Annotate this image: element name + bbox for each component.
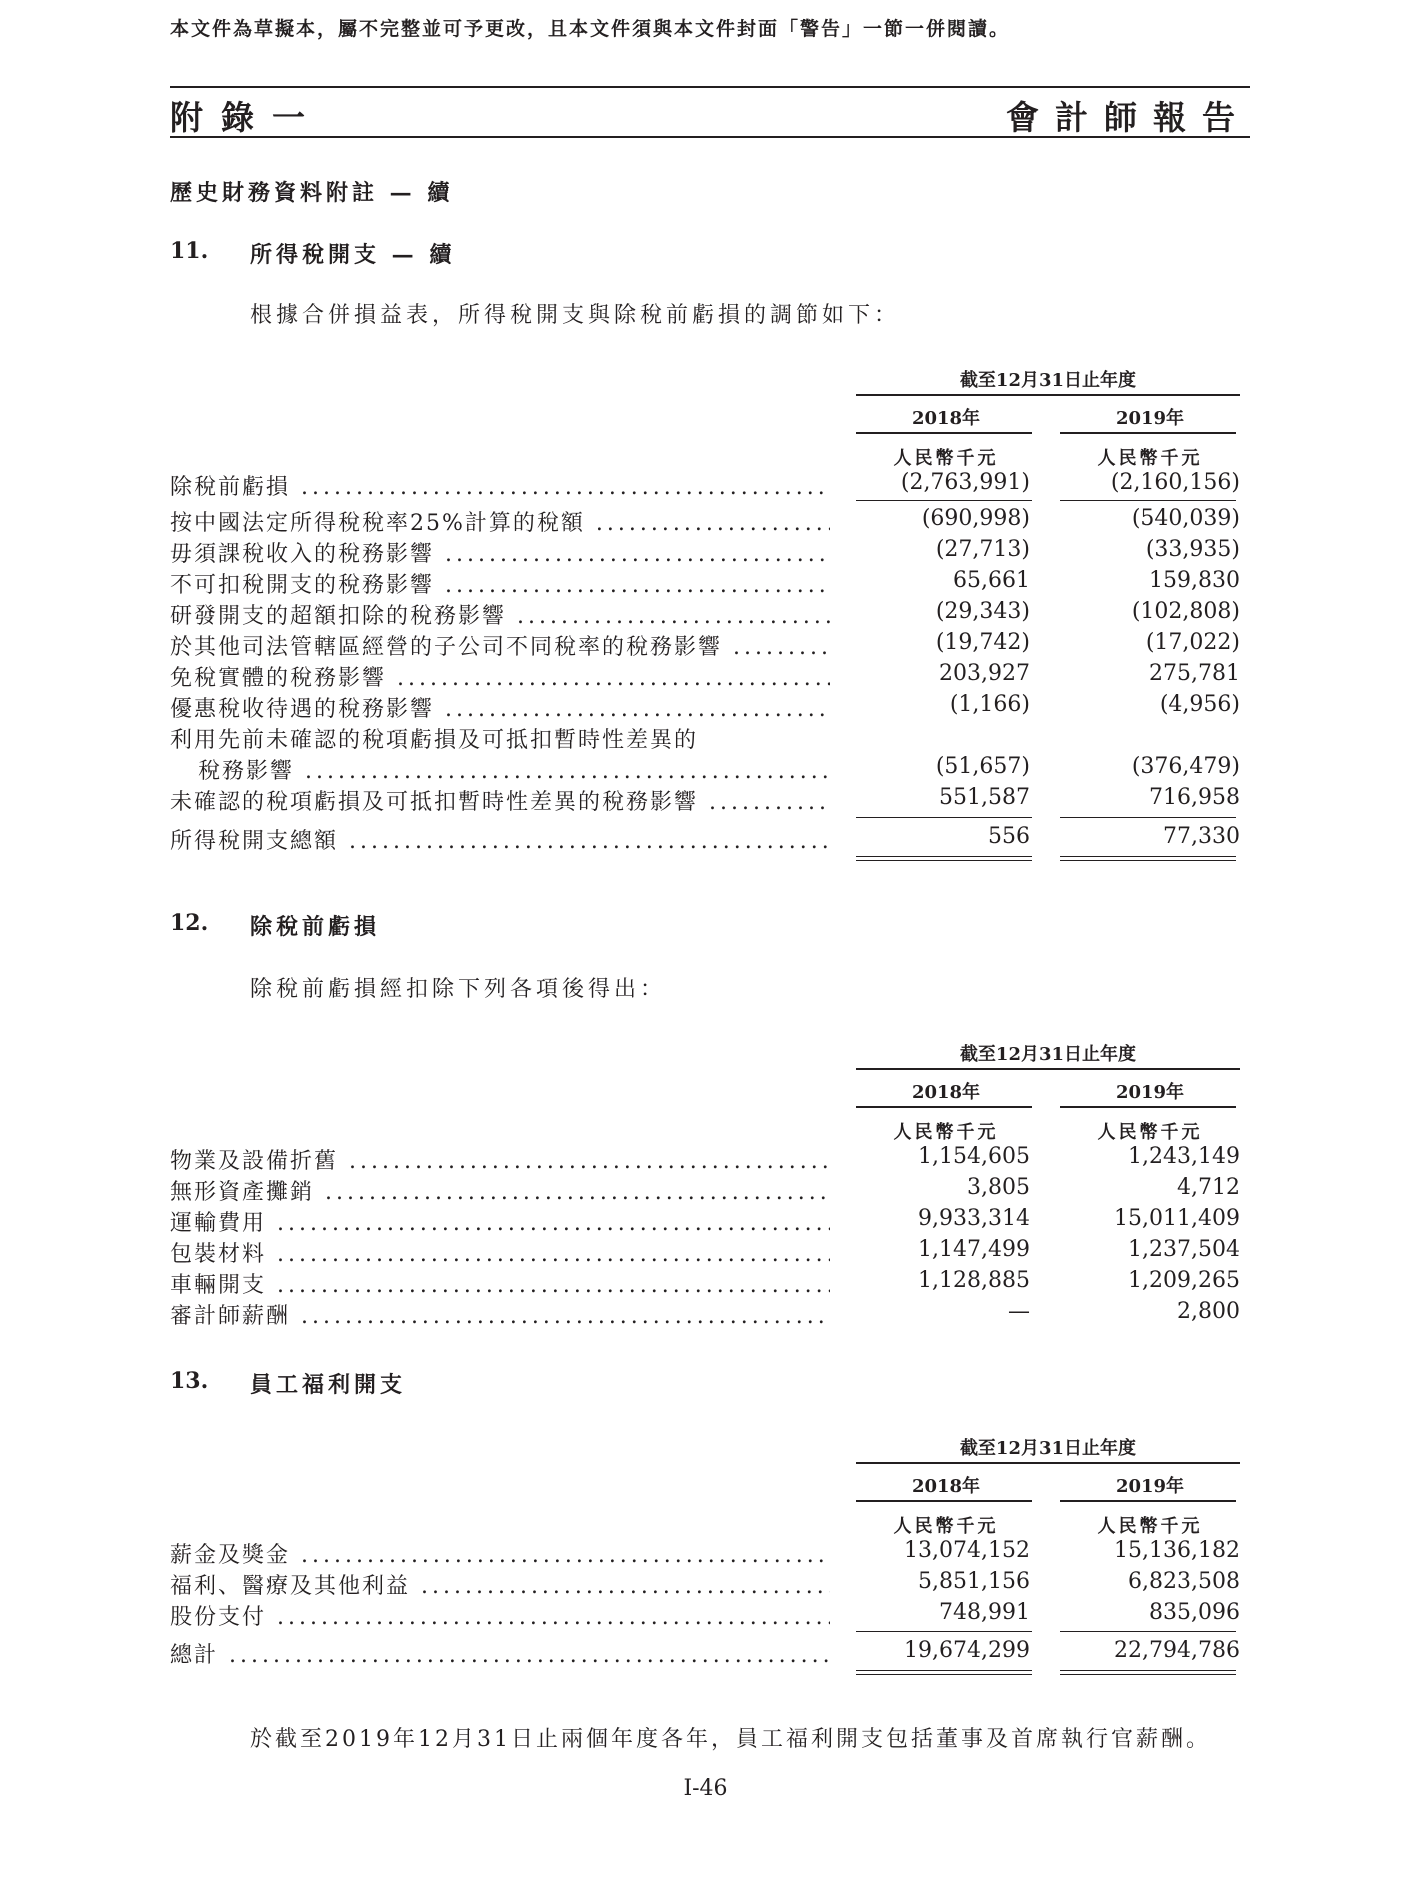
year-2019-header: 2019年 (1115, 1082, 1185, 1103)
value-2019: (2,160,156) (1110, 470, 1240, 495)
table-row (170, 661, 1250, 691)
unit-label: 人民幣千元 (1097, 1516, 1203, 1537)
total-2019: 77,330 (1163, 824, 1240, 849)
row-label: 優惠稅收待遇的稅務影響 ..... (170, 692, 830, 723)
total-2018: 19,674,299 (904, 1638, 1030, 1663)
total-rule (1060, 817, 1236, 818)
value-2019: 4,712 (1177, 1175, 1240, 1200)
table-row (170, 1268, 1250, 1298)
row-label: 除稅前虧損 ..... (170, 470, 830, 501)
unit-label: 人民幣千元 (893, 1516, 999, 1537)
note11-intro: 根據合併損益表，所得稅開支與除稅前虧損的調節如下： (250, 303, 901, 328)
total-label: 總計 ..... (170, 1638, 830, 1669)
table-row (170, 1144, 1250, 1174)
value-2018: 551,587 (939, 785, 1030, 810)
note13-title: 員工福利開支 (250, 1372, 407, 1398)
table-row (170, 1600, 1250, 1630)
appendix-title: 附錄一 (170, 98, 323, 137)
year-rule (1060, 1500, 1236, 1502)
row-label: 未確認的稅項虧損及可抵扣暫時性差異的稅務影響 ..... (170, 785, 830, 816)
double-rule (856, 856, 1032, 861)
value-2018: (1,166) (949, 692, 1030, 717)
report-title: 會計師報告 (1006, 98, 1251, 137)
value-2018: (2,763,991) (900, 470, 1030, 495)
value-2018: (51,657) (935, 754, 1030, 779)
double-rule (1060, 856, 1236, 861)
unit-label: 人民幣千元 (1097, 1122, 1203, 1143)
unit-label: 人民幣千元 (1097, 448, 1203, 469)
total-row (170, 1638, 1250, 1668)
table-row (170, 1299, 1250, 1329)
value-2019: (540,039) (1131, 506, 1240, 531)
year-2018-header: 2018年 (911, 1476, 981, 1497)
total-label: 所得稅開支總額 ..... (170, 824, 830, 855)
page-number: I-46 (683, 1776, 728, 1801)
table-row (170, 506, 1250, 536)
value-2019: (17,022) (1145, 630, 1240, 655)
value-2018: 1,147,499 (918, 1237, 1030, 1262)
row-label: 毋須課稅收入的稅務影響 ..... (170, 537, 830, 568)
period-header: 截至12月31日止年度 (959, 1438, 1137, 1459)
value-2019: 835,096 (1149, 1600, 1240, 1625)
year-2019-header: 2019年 (1115, 1476, 1185, 1497)
double-rule (856, 1670, 1032, 1675)
period-rule (856, 1068, 1240, 1070)
value-2019: 159,830 (1149, 568, 1240, 593)
value-2019: 6,823,508 (1128, 1569, 1240, 1594)
value-2018: (690,998) (921, 506, 1030, 531)
year-rule (856, 1106, 1032, 1108)
total-rule (856, 1631, 1032, 1632)
subtotal-rule (1060, 500, 1236, 501)
draft-warning: 本文件為草擬本，屬不完整並可予更改，且本文件須與本文件封面「警告」一節一併閱讀。 (170, 18, 1011, 40)
table-row (170, 1569, 1250, 1599)
unit-label: 人民幣千元 (893, 1122, 999, 1143)
value-2019: 1,209,265 (1128, 1268, 1240, 1293)
table-row (170, 537, 1250, 567)
table-row (170, 1175, 1250, 1205)
value-2019: 1,237,504 (1128, 1237, 1240, 1262)
table-row (170, 599, 1250, 629)
total-rule (856, 817, 1032, 818)
double-rule (1060, 1670, 1236, 1675)
value-2019: (33,935) (1145, 537, 1240, 562)
table-row (170, 692, 1250, 722)
subtotal-rule (856, 500, 1032, 501)
table-row (170, 568, 1250, 598)
value-2018: 9,933,314 (918, 1206, 1030, 1231)
value-2019: 716,958 (1149, 785, 1240, 810)
table-row (170, 1538, 1250, 1568)
note12-intro: 除稅前虧損經扣除下列各項後得出： (250, 977, 667, 1002)
value-2019: 275,781 (1149, 661, 1240, 686)
table-row (170, 723, 1250, 753)
value-2019: 1,243,149 (1128, 1144, 1240, 1169)
note12-number: 12. (170, 910, 209, 936)
row-label: 運輸費用 ..... (170, 1206, 830, 1237)
year-rule (856, 1500, 1032, 1502)
value-2019: 15,136,182 (1114, 1538, 1240, 1563)
value-2019: (376,479) (1131, 754, 1240, 779)
note13-footnote: 於截至2019年12月31日止兩個年度各年，員工福利開支包括董事及首席執行官薪酬。 (250, 1727, 1211, 1752)
year-rule (1060, 432, 1236, 434)
row-label: 福利、醫療及其他利益 ..... (170, 1569, 830, 1600)
total-2019: 22,794,786 (1114, 1638, 1240, 1663)
value-2018: — (1008, 1299, 1030, 1324)
note11-number: 11. (170, 238, 209, 264)
value-2019: (102,808) (1131, 599, 1240, 624)
total-row (170, 824, 1250, 854)
row-label: 不可扣稅開支的稅務影響 ..... (170, 568, 830, 599)
row-label: 無形資產攤銷 ..... (170, 1175, 830, 1206)
row-label: 審計師薪酬 ..... (170, 1299, 830, 1330)
period-rule (856, 394, 1240, 396)
value-2019: (4,956) (1159, 692, 1240, 717)
value-2018: 203,927 (939, 661, 1030, 686)
year-2019-header: 2019年 (1115, 408, 1185, 429)
value-2018: 5,851,156 (918, 1569, 1030, 1594)
row-label: 研發開支的超額扣除的稅務影響 ..... (170, 599, 830, 630)
value-2018: (19,742) (935, 630, 1030, 655)
value-2019: 15,011,409 (1114, 1206, 1240, 1231)
unit-label: 人民幣千元 (893, 448, 999, 469)
section-title: 歷史財務資料附註 — 續 (170, 180, 454, 206)
year-2018-header: 2018年 (911, 1082, 981, 1103)
header-bottom-rule (170, 136, 1250, 138)
row-label: 按中國法定所得稅稅率25%計算的稅額 ..... (170, 506, 830, 537)
header-top-rule (170, 86, 1250, 88)
value-2018: 65,661 (953, 568, 1030, 593)
total-2018: 556 (988, 824, 1030, 849)
row-label: 股份支付 ..... (170, 1600, 830, 1631)
table-row (170, 630, 1250, 660)
value-2018: 1,154,605 (918, 1144, 1030, 1169)
value-2018: 748,991 (939, 1600, 1030, 1625)
table-row (170, 470, 1250, 500)
row-label: 利用先前未確認的稅項虧損及可抵扣暫時性差異的 (170, 728, 699, 753)
note11-title: 所得稅開支 — 續 (250, 242, 456, 268)
table-row (170, 754, 1250, 784)
value-2018: (27,713) (935, 537, 1030, 562)
table-row (170, 1237, 1250, 1267)
value-2018: 1,128,885 (918, 1268, 1030, 1293)
year-2018-header: 2018年 (911, 408, 981, 429)
row-label: 於其他司法管轄區經營的子公司不同稅率的稅務影響 ..... (170, 630, 830, 661)
row-label: 薪金及獎金 ..... (170, 1538, 830, 1569)
row-label: 車輛開支 ..... (170, 1268, 830, 1299)
row-label: 物業及設備折舊 ..... (170, 1144, 830, 1175)
year-rule (1060, 1106, 1236, 1108)
total-rule (1060, 1631, 1236, 1632)
table-row (170, 1206, 1250, 1236)
table-row (170, 785, 1250, 815)
note12-title: 除稅前虧損 (250, 914, 381, 940)
value-2019: 2,800 (1177, 1299, 1240, 1324)
value-2018: 13,074,152 (904, 1538, 1030, 1563)
year-rule (856, 432, 1032, 434)
note13-number: 13. (170, 1368, 209, 1394)
period-rule (856, 1462, 1240, 1464)
row-label: 稅務影響 ..... (170, 754, 830, 785)
value-2018: 3,805 (967, 1175, 1030, 1200)
row-label: 免稅實體的稅務影響 ..... (170, 661, 830, 692)
period-header: 截至12月31日止年度 (959, 1044, 1137, 1065)
row-label: 包裝材料 ..... (170, 1237, 830, 1268)
period-header: 截至12月31日止年度 (959, 370, 1137, 391)
value-2018: (29,343) (935, 599, 1030, 624)
